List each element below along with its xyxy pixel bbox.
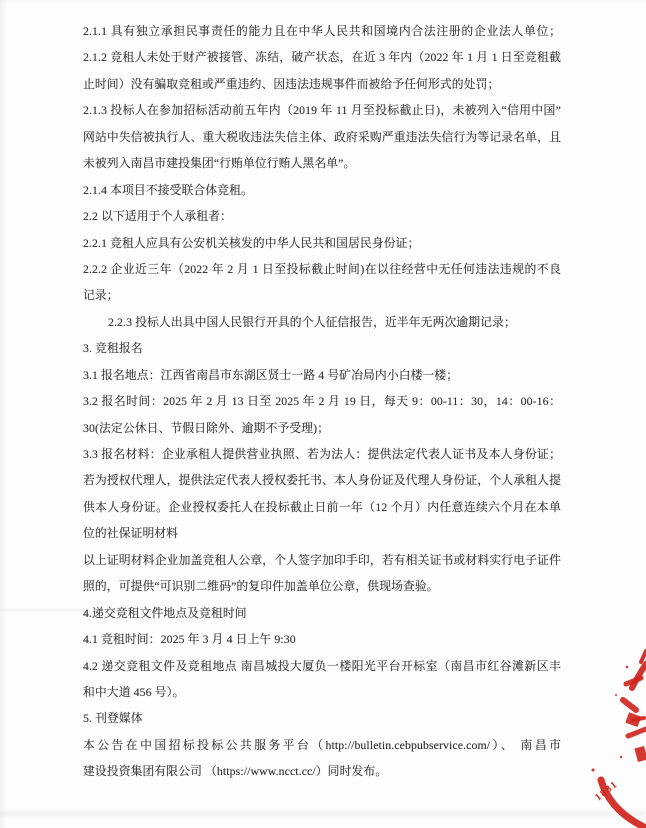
red-seal-stamp-partial: [586, 648, 646, 828]
document-line: 供本人身份证。企业授权委托人在投标截止日前一年（12 个月）内任意连续六个月在本单: [83, 499, 561, 514]
document-line: 3.1 报名地点：江西省南昌市东湖区贤士一路 4 号矿冶局内小白楼一楼；: [83, 367, 459, 382]
document-line: 建设投资集团有限公司 （https://www.ncct.cc/）同时发布。: [83, 764, 388, 779]
document-line: 2.1.3 投标人在参加招标活动前五年内（2019 年 11 月至投标截止日)，未被列入“信用中国”: [83, 103, 561, 118]
seal-ring-text: 1881: [593, 778, 621, 804]
document-line: 照的，可提供“可识别二维码”的复印件加盖单位公章，供现场查验。: [83, 579, 439, 594]
document-line: 以上证明材料企业加盖竞租人公章，个人签字加印手印，若有相关证书或材料实行电子证件: [83, 552, 561, 567]
scan-edge-shadow: [0, 811, 646, 816]
document-line: 位的社保证明材料: [83, 526, 179, 541]
document-line: 4.2 递交竞租文件及竞租地点 南昌城投大厦负一楼阳光平台开标室（南昌市红谷滩新区丰: [83, 658, 561, 673]
document-line: 网站中失信被执行人、重大税收违法失信主体、政府采购严重违法失信行为等记录名单，且: [83, 129, 561, 144]
document-line: 4.1 竞租时间：2025 年 3 月 4 日上午 9:30: [83, 632, 296, 647]
document-line: 若为授权代理人，提供法定代表人授权委托书、本人身份证及代理人身份证，个人承租人提: [83, 473, 561, 488]
document-line: 和中大道 456 号）。: [83, 684, 185, 699]
document-line: 2.1.2 竞租人未处于财产被接管、冻结，破产状态，在近 3 年内（2022 年 1 月 1 日至竞租截: [83, 50, 561, 65]
document-line: 止时间）没有骗取竞租或严重违约、因违法违规事件而被给予任何形式的处罚；: [83, 76, 500, 91]
document-line: 2.2 以下适用于个人承租者：: [83, 209, 232, 224]
document-line: 4.递交竞租文件地点及竞租时间: [83, 605, 247, 620]
document-line: 本公告在中国招标投标公共服务平台（http://bulletin.cebpubservice.com/）、 南昌市: [83, 737, 561, 752]
document-line: 2.2.2 企业近三年（2022 年 2 月 1 日至投标截止时间)在以往经营中无任何违法违规的不良: [83, 261, 561, 276]
document-line: 3.2 报名时间：2025 年 2 月 13 日至 2025 年 2 月 19 日，每天 9：00-11：30，14：00-16：: [83, 394, 561, 409]
document-line: 2.1.1 具有独立承担民事责任的能力且在中华人民共和国境内合法注册的企业法人单位；: [83, 24, 561, 38]
scan-smudge: [0, 609, 88, 611]
document-line: 3. 竞租报名: [83, 341, 143, 356]
document-line: 2.2.3 投标人出具中国人民银行开具的个人征信报告，近半年无两次逾期记录；: [108, 314, 516, 329]
document-line: 3.3 报名材料：企业承租人提供营业执照、若为法人：提供法定代表人证书及本人身份证；: [83, 447, 561, 461]
document-line: 2.1.4 本项目不接受联合体竞租。: [83, 182, 253, 197]
document-line: 未被列入南昌市建投集团“行贿单位行贿人黑名单”。: [83, 156, 356, 171]
seal-graphic: [586, 648, 646, 828]
document-line: 30(法定公休日、节假日除外、逾期不予受理)；: [83, 420, 330, 435]
document-line: 5. 刊登媒体: [83, 711, 143, 726]
document-text-block: [83, 18, 561, 785]
document-line: 2.2.1 竞租人应具有公安机关核发的中华人民共和国居民身份证；: [83, 235, 420, 250]
document-line: 记录；: [83, 288, 119, 303]
